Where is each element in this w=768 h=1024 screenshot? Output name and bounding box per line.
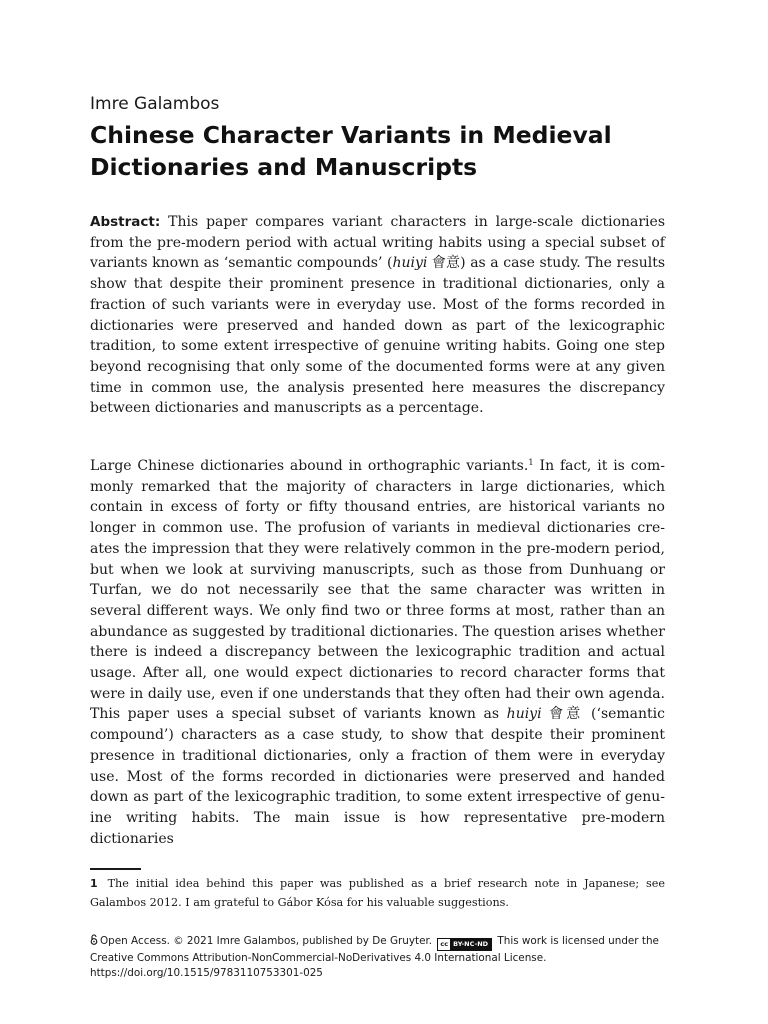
abstract-text-2: 會意) as a case study. The results show that despite their prominent presence in traditional dictionaries, only a fraction of such variants were in everyday use. Most of the forms recorded in dictionaries were preserved and handed down as part of the lexicographic tradition, to some extent irrespective of genuine writing habits. Going one step beyond recognising that only some of the documented forms were at any given time in common use, the analysis presented here measures the discrepancy between dictionaries and manuscripts as a percentage. xyxy=(90,255,665,417)
footnote-reference[interactable]: 1 xyxy=(528,458,534,469)
abstract-text-1: This paper compares variant characters in large-scale dictionaries from the pre-modern period with actual writing habits using a special subset of variants known as ‘semantic compounds’ ( xyxy=(90,214,665,272)
footnote-text: The initial idea behind this paper was published as a brief research note in Japanese; see Galambos 2012. I am grateful to Gábor Kósa for his valuable suggestions. xyxy=(90,877,665,909)
doi-link[interactable]: https://doi.org/10.1515/9783110753301-025 xyxy=(90,967,323,979)
title-line-1: Chinese Character Variants in Medieval xyxy=(90,121,612,149)
abstract-label: Abstract: xyxy=(90,214,161,230)
body-term: huiyi xyxy=(506,706,542,723)
license-text: This work is licensed under the Creative Commons Attribution-NonCommercial-NoDerivatives 4.0 International License. xyxy=(90,935,659,964)
cc-badge-right: BY-NC-ND xyxy=(450,939,491,950)
author-name: Imre Galambos xyxy=(90,94,220,114)
body-text-3: 會意 (‘semantic compound’) characters as a case study, to show that despite their prominent presence in traditional dictionaries, only a fraction of them were in everyday use. Most of the forms recorded in dictionaries were preserved and handed down as part of the lexicographic tradition, to some extent irrespective of genuine writing habits. The main issue is how representative pre-modern dictionaries xyxy=(90,706,665,847)
body-paragraph xyxy=(90,456,665,849)
body-text-2: In fact, it is commonly remarked that the majority of characters in large dictionaries, which contain in excess of forty or fifty thousand entries, are historical variants no longer in common use. The profusion of variants in medieval dictionaries creates the impression that they were relatively common in the pre-modern period, but when we look at surviving manuscripts, such as those from Dunhuang or Turfan, we do not necessarily see that the same character was written in several different ways. We only find two or three forms at most, rather than an abundance as suggested by traditional dictionaries. The question arises whether there is indeed a discrepancy between the lexicographic tradition and actual usage. After all, one would expect dictionaries to record character forms that were in daily use, even if one understands that they often had their own agenda. This paper uses a special subset of variants known as xyxy=(90,458,665,723)
cc-badge-left: cc xyxy=(440,940,449,948)
page-title xyxy=(90,119,665,183)
abstract-term: huiyi xyxy=(392,255,428,272)
abstract xyxy=(90,212,665,419)
page-content xyxy=(90,92,665,849)
open-access-text: Open Access. © 2021 Imre Galambos, published by De Gruyter. xyxy=(100,935,433,947)
open-access-lock-icon xyxy=(90,934,98,950)
title-line-2: Dictionaries and Manuscripts xyxy=(90,153,478,181)
footnote-divider xyxy=(90,868,141,870)
cc-by-nc-nd-badge[interactable] xyxy=(437,938,492,951)
footnote-number: 1 xyxy=(90,877,98,890)
body-text-1: Large Chinese dictionaries abound in orthographic variants. xyxy=(90,458,529,475)
license-notice xyxy=(90,934,670,981)
footnote xyxy=(90,874,665,912)
